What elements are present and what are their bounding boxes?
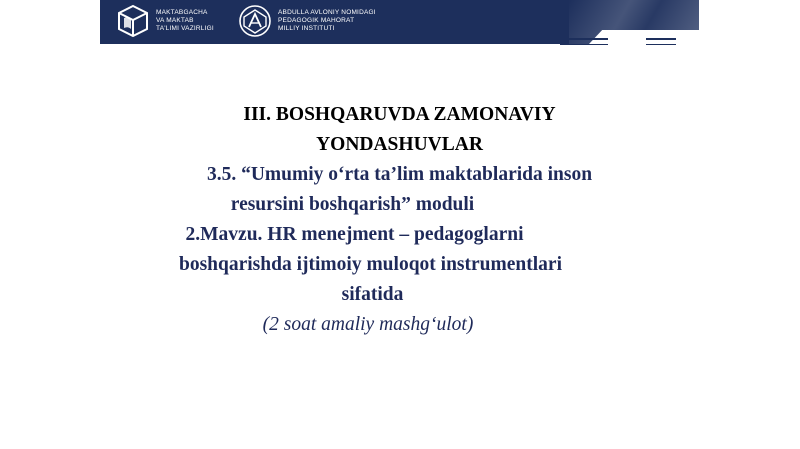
- institute-logo-text: [278, 9, 376, 33]
- ministry-logo-line-2: VA MAKTAB: [156, 17, 194, 24]
- module-title-line-1: 3.5. “Umumiy o‘rta ta’lim maktablarida inson: [206, 164, 593, 185]
- institute-logo-line-2: PEDAGOGIK MAHORAT: [278, 17, 355, 24]
- ministry-logo-text: [156, 9, 214, 33]
- book-cube-logo-icon: [116, 4, 150, 38]
- header-banner: [100, 0, 699, 44]
- ministry-logo-line-3: TA'LIMI VAZIRLIGI: [156, 25, 214, 32]
- topic-title-line-2: boshqarishda ijtimoiy muloqot instrumentlari: [178, 254, 562, 275]
- section-title-line-2: YONDASHUVLAR: [316, 134, 483, 155]
- topic-title-line-1: 2.Mavzu. HR menejment – pedagoglarni: [185, 224, 524, 245]
- institute-logo-line-1: ABDULLA AVLONIY NOMIDAGI: [278, 9, 376, 16]
- topic-title-line-3: sifatida: [341, 284, 404, 305]
- avloniy-emblem-icon: [238, 4, 272, 38]
- ministry-logo: [116, 4, 214, 38]
- ministry-logo-line-1: MAKTABGACHA: [156, 9, 208, 16]
- slide-content: [100, 100, 699, 340]
- section-title-line-1: III. BOSHQARUVDA ZAMONAVIY: [243, 104, 556, 125]
- module-title-line-2: resursini boshqarish” moduli: [230, 194, 475, 215]
- session-note: (2 soat amaliy mashg‘ulot): [262, 314, 474, 335]
- institute-logo-line-3: MILLIY INSTITUTI: [278, 25, 335, 32]
- decorative-lines-left: [560, 38, 608, 45]
- decorative-lines-right: [646, 38, 676, 45]
- institute-logo: [238, 4, 376, 38]
